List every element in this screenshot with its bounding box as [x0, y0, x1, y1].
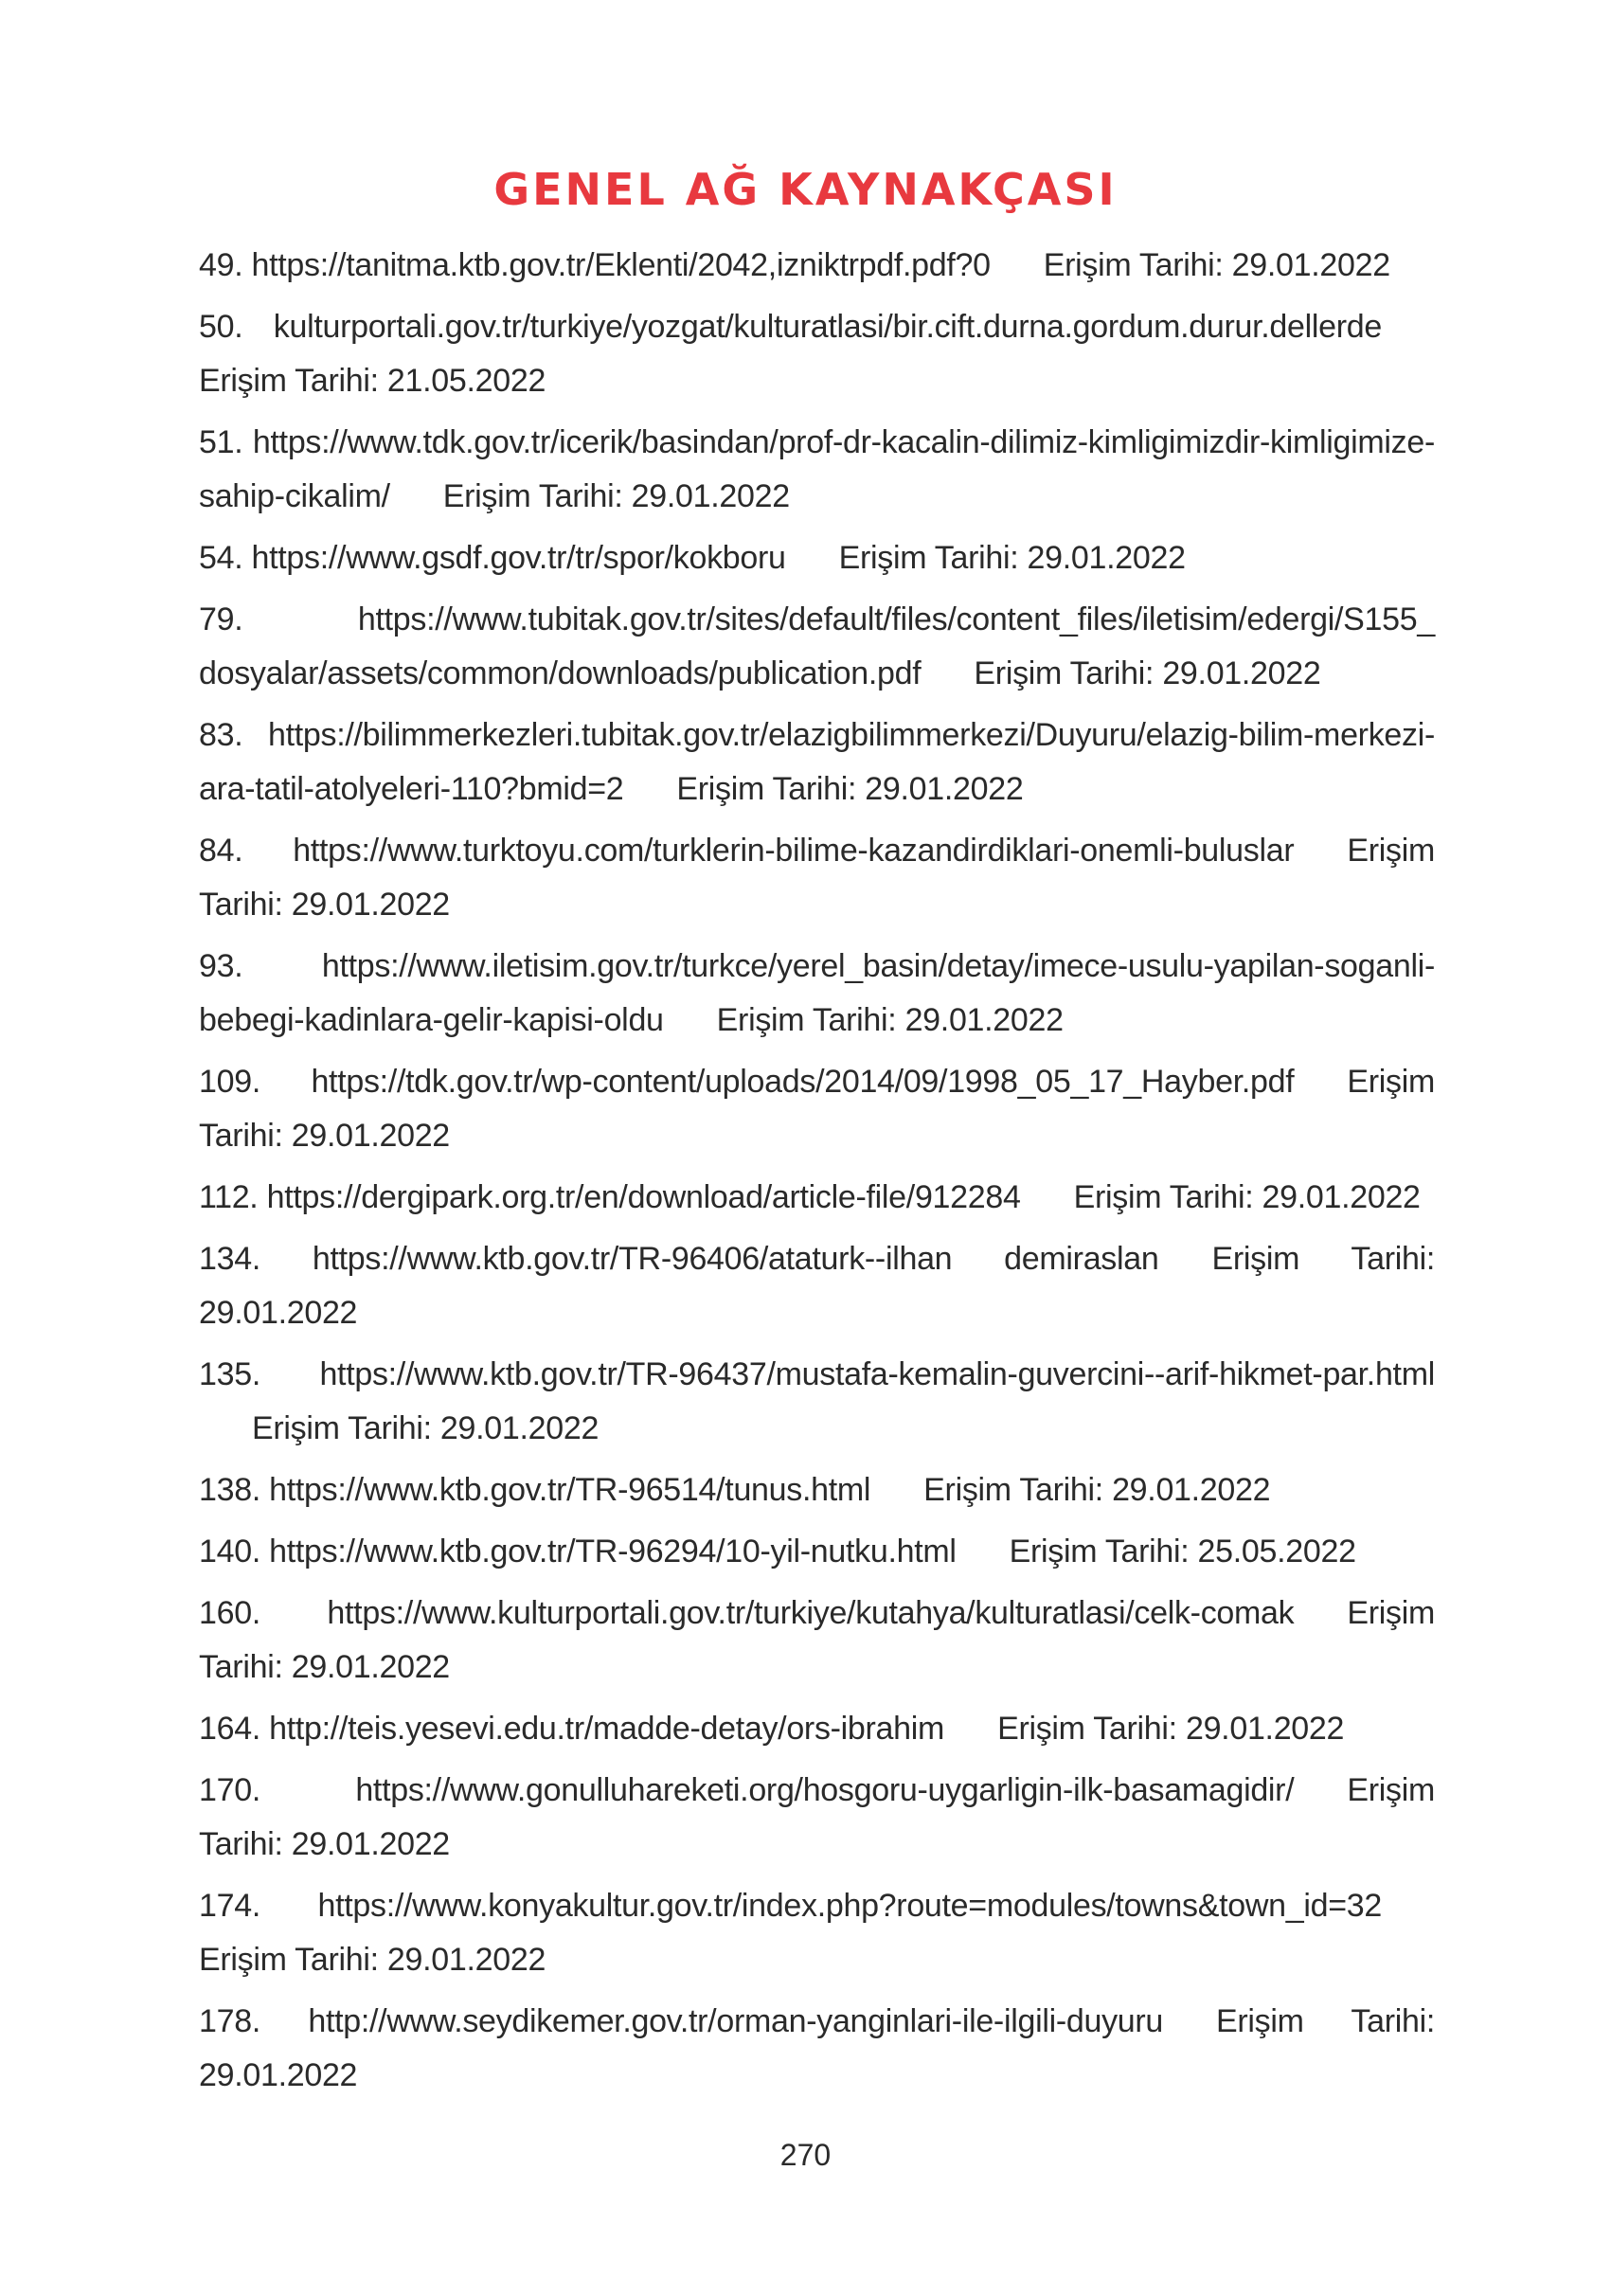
reference-number: 174. [199, 1888, 260, 1924]
reference-item [199, 1463, 1435, 1517]
reference-item [199, 1587, 1435, 1695]
reference-number: 49. [199, 247, 243, 283]
reference-url[interactable]: https://www.kulturportali.gov.tr/turkiye/kutahya/kulturatlasi/celk-comak [327, 1595, 1295, 1631]
reference-number: 109. [199, 1064, 260, 1100]
reference-number: 135. [199, 1356, 260, 1392]
reference-list [199, 239, 1435, 2110]
access-date: Erişim Tarihi: 29.01.2022 [199, 1595, 1435, 1685]
access-date: Erişim Tarihi: 29.01.2022 [442, 478, 790, 514]
reference-number: 54. [199, 540, 243, 576]
access-date: Erişim Tarihi: 29.01.2022 [199, 1064, 1435, 1154]
reference-item [199, 593, 1435, 701]
reference-url[interactable]: https://dergipark.org.tr/en/download/article-file/912284 [266, 1179, 1021, 1215]
access-date: Erişim Tarihi: 29.01.2022 [199, 2003, 1435, 2093]
reference-number: 50. [199, 309, 243, 345]
reference-number: 170. [199, 1772, 260, 1808]
access-date: Erişim Tarihi: 25.05.2022 [1009, 1534, 1356, 1570]
reference-url[interactable]: kulturportali.gov.tr/turkiye/yozgat/kulturatlasi/bir.cift.durna.gordum.durur.dellerde [273, 309, 1382, 345]
access-date: Erişim Tarihi: 29.01.2022 [838, 540, 1186, 576]
reference-url[interactable]: https://www.ktb.gov.tr/TR-96294/10-yil-nutku.html [269, 1534, 957, 1570]
access-date: Erişim Tarihi: 29.01.2022 [974, 655, 1321, 691]
access-date: Erişim Tarihi: 29.01.2022 [923, 1472, 1271, 1508]
reference-number: 160. [199, 1595, 260, 1631]
reference-url[interactable]: http://www.seydikemer.gov.tr/orman-yanginlari-ile-ilgili-duyuru [308, 2003, 1164, 2039]
reference-item [199, 1764, 1435, 1872]
access-date: Erişim Tarihi: 29.01.2022 [676, 771, 1024, 807]
reference-item [199, 1525, 1435, 1579]
reference-url[interactable]: https://www.konyakultur.gov.tr/index.php?route=modules/towns&town_id=32 [317, 1888, 1382, 1924]
access-date: Erişim Tarihi: 29.01.2022 [1043, 247, 1390, 283]
reference-url[interactable]: https://tdk.gov.tr/wp-content/uploads/2014/09/1998_05_17_Hayber.pdf [311, 1064, 1295, 1100]
access-date: Erişim Tarihi: 21.05.2022 [199, 363, 546, 399]
reference-item [199, 1879, 1435, 1987]
reference-url[interactable]: https://www.ktb.gov.tr/TR-96437/mustafa-kemalin-guvercini--arif-hikmet-par.html [319, 1356, 1435, 1392]
reference-item [199, 1995, 1435, 2103]
reference-url[interactable]: https://www.ktb.gov.tr/TR-96514/tunus.html [269, 1472, 871, 1508]
access-date: Erişim Tarihi: 29.01.2022 [199, 1241, 1435, 1331]
reference-number: 138. [199, 1472, 260, 1508]
reference-number: 84. [199, 833, 243, 869]
reference-number: 93. [199, 948, 243, 984]
reference-url[interactable]: https://www.gonulluhareketi.org/hosgoru-uygarligin-ilk-basamagidir/ [355, 1772, 1295, 1808]
reference-item [199, 709, 1435, 816]
page-number: 270 [779, 2138, 832, 2172]
reference-number: 140. [199, 1534, 260, 1570]
access-date: Erişim Tarihi: 29.01.2022 [199, 1942, 546, 1978]
reference-url[interactable]: https://www.iletisim.gov.tr/turkce/yerel_basin/detay/imece-usulu-yapilan-soganli-bebegi-kadinlara-gelir-kapisi-oldu [199, 948, 1435, 1038]
reference-item [199, 1702, 1435, 1756]
page-title: GENEL AĞ KAYNAKÇASI [493, 164, 1118, 215]
reference-url[interactable]: https://www.ktb.gov.tr/TR-96406/ataturk--ilhan demiraslan [312, 1241, 1159, 1277]
reference-url[interactable]: https://bilimmerkezleri.tubitak.gov.tr/elazigbilimmerkezi/Duyuru/elazig-bilim-merkezi-ara-tatil-atolyeleri-110?bmid=2 [199, 717, 1435, 807]
reference-item [199, 1055, 1435, 1163]
reference-item [199, 1171, 1435, 1225]
access-date: Erişim Tarihi: 29.01.2022 [997, 1711, 1345, 1747]
reference-item [199, 1348, 1435, 1456]
reference-number: 83. [199, 717, 243, 753]
reference-number: 164. [199, 1711, 260, 1747]
reference-url[interactable]: https://tanitma.ktb.gov.tr/Eklenti/2042,izniktrpdf.pdf?0 [251, 247, 991, 283]
access-date: Erişim Tarihi: 29.01.2022 [252, 1410, 600, 1446]
reference-item [199, 531, 1435, 585]
access-date: Erişim Tarihi: 29.01.2022 [199, 833, 1435, 923]
reference-url[interactable]: https://www.tubitak.gov.tr/sites/default/files/content_files/iletisim/edergi/S155_dosyalar/assets/common/downloads/publication.pdf [199, 601, 1435, 691]
reference-item [199, 300, 1435, 408]
reference-number: 79. [199, 601, 243, 637]
reference-url[interactable]: https://www.gsdf.gov.tr/tr/spor/kokboru [251, 540, 786, 576]
reference-url[interactable]: https://www.turktoyu.com/turklerin-bilime-kazandirdiklari-onemli-buluslar [293, 833, 1295, 869]
reference-item [199, 824, 1435, 932]
reference-number: 134. [199, 1241, 260, 1277]
reference-number: 112. [199, 1179, 259, 1215]
reference-number: 51. [199, 424, 243, 460]
reference-url[interactable]: http://teis.yesevi.edu.tr/madde-detay/ors-ibrahim [269, 1711, 945, 1747]
reference-item [199, 1232, 1435, 1340]
reference-url[interactable]: https://www.tdk.gov.tr/icerik/basindan/prof-dr-kacalin-dilimiz-kimligimizdir-kimligimize-sahip-cikalim/ [199, 424, 1435, 514]
reference-item [199, 940, 1435, 1048]
access-date: Erişim Tarihi: 29.01.2022 [199, 1772, 1435, 1862]
reference-item [199, 239, 1435, 293]
reference-number: 178. [199, 2003, 260, 2039]
reference-item [199, 416, 1435, 524]
access-date: Erişim Tarihi: 29.01.2022 [1073, 1179, 1421, 1215]
access-date: Erişim Tarihi: 29.01.2022 [716, 1002, 1064, 1038]
